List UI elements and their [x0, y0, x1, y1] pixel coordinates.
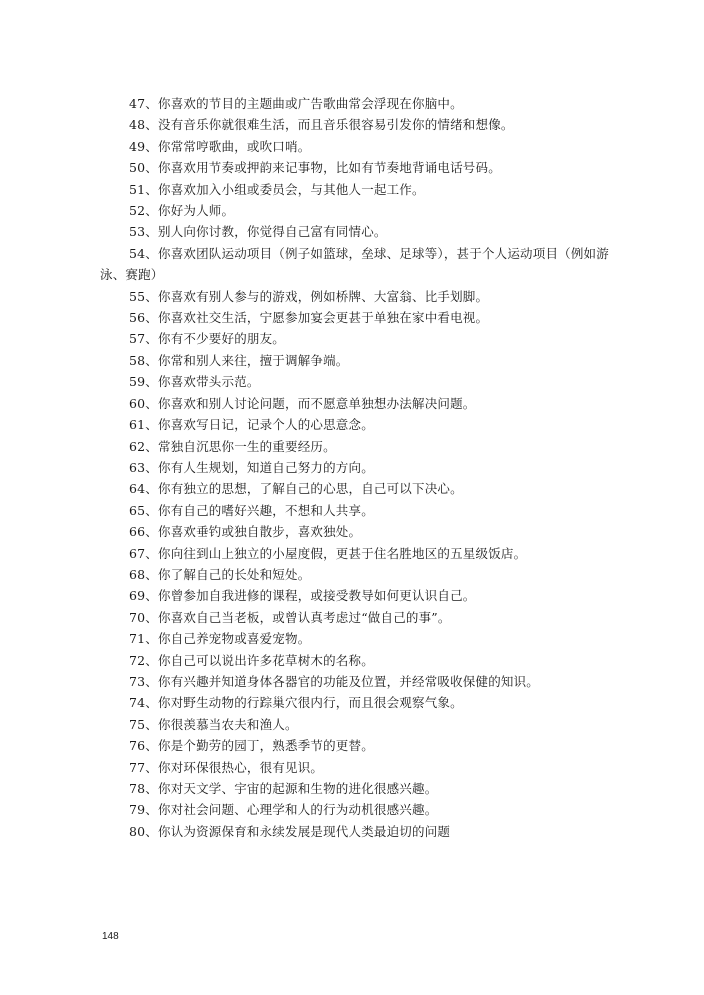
list-item: 51、你喜欢加入小组或委员会，与其他人一起工作。 — [129, 181, 425, 197]
list-item: 67、你向往到山上独立的小屋度假，更甚于住名胜地区的五星级饭店。 — [129, 545, 527, 561]
list-item: 76、你是个勤劳的园丁，熟悉季节的更替。 — [129, 738, 374, 754]
list-item: 74、你对野生动物的行踪巢穴很内行，而且很会观察气象。 — [129, 695, 463, 711]
list-item: 68、你了解自己的长处和短处。 — [129, 566, 311, 582]
list-item: 63、你有人生规划，知道自己努力的方向。 — [129, 459, 374, 475]
list-item: 80、你认为资源保育和永续发展是现代人类最迫切的问题 — [129, 823, 451, 839]
list-item: 77、你对环保很热心，很有见识。 — [129, 759, 324, 775]
list-item: 69、你曾参加自我进修的课程，或接受教导如何更认识自己。 — [129, 588, 476, 604]
list-item: 57、你有不少要好的朋友。 — [129, 331, 286, 347]
list-item: 59、你喜欢带头示范。 — [129, 374, 260, 390]
list-item: 61、你喜欢写日记，记录个人的心思意念。 — [129, 417, 374, 433]
list-item: 60、你喜欢和别人讨论问题，而不愿意单独想办法解决问题。 — [129, 395, 476, 411]
list-item: 49、你常常哼歌曲，或吹口哨。 — [129, 138, 311, 154]
list-item: 72、你自己可以说出许多花草树木的名称。 — [129, 652, 374, 668]
list-item: 75、你很羡慕当农夫和渔人。 — [129, 716, 298, 732]
list-item: 62、常独自沉思你一生的重要经历。 — [129, 438, 336, 454]
list-item: 70、你喜欢自己当老板，或曾认真考虑过“做自己的事”。 — [129, 609, 451, 625]
list-item: 64、你有独立的思想，了解自己的心思，自己可以下决心。 — [129, 481, 463, 497]
list-item: 47、你喜欢的节目的主题曲或广告歌曲常会浮现在你脑中。 — [129, 96, 463, 111]
list-item: 73、你有兴趣并知道身体各器官的功能及位置，并经常吸收保健的知识。 — [129, 673, 540, 689]
list-item: 55、你喜欢有别人参与的游戏，例如桥牌、大富翁、比手划脚。 — [129, 288, 489, 304]
list-item: 78、你对天文学、宇宙的起源和生物的进化很感兴趣。 — [129, 781, 438, 796]
list-item: 58、你常和别人来往，擅于调解争端。 — [129, 352, 349, 368]
list-item: 56、你喜欢社交生活，宁愿参加宴会更甚于单独在家中看电视。 — [129, 310, 489, 326]
list-item: 50、你喜欢用节奏或押韵来记事物，比如有节奏地背诵电话号码。 — [129, 160, 501, 176]
list-item: 65、你有自己的嗜好兴趣，不想和人共享。 — [129, 502, 374, 518]
list-item: 53、别人向你讨教，你觉得自己富有同情心。 — [129, 224, 387, 240]
list-item: 48、没有音乐你就很难生活，而且音乐很容易引发你的情绪和想像。 — [129, 117, 514, 133]
questionnaire-list — [100, 93, 628, 842]
list-item: 71、你自己养宠物或喜爱宠物。 — [129, 631, 311, 647]
page-number: 148 — [102, 931, 119, 942]
list-item: 54、你喜欢团队运动项目（例子如篮球，垒球、足球等），甚于个人运动项目（例如游泳、赛跑） — [100, 245, 609, 283]
list-item: 66、你喜欢垂钓或独自散步，喜欢独处。 — [129, 524, 362, 540]
list-item: 79、你对社会问题、心理学和人的行为动机很感兴趣。 — [129, 802, 438, 818]
list-item: 52、你好为人师。 — [129, 203, 235, 219]
